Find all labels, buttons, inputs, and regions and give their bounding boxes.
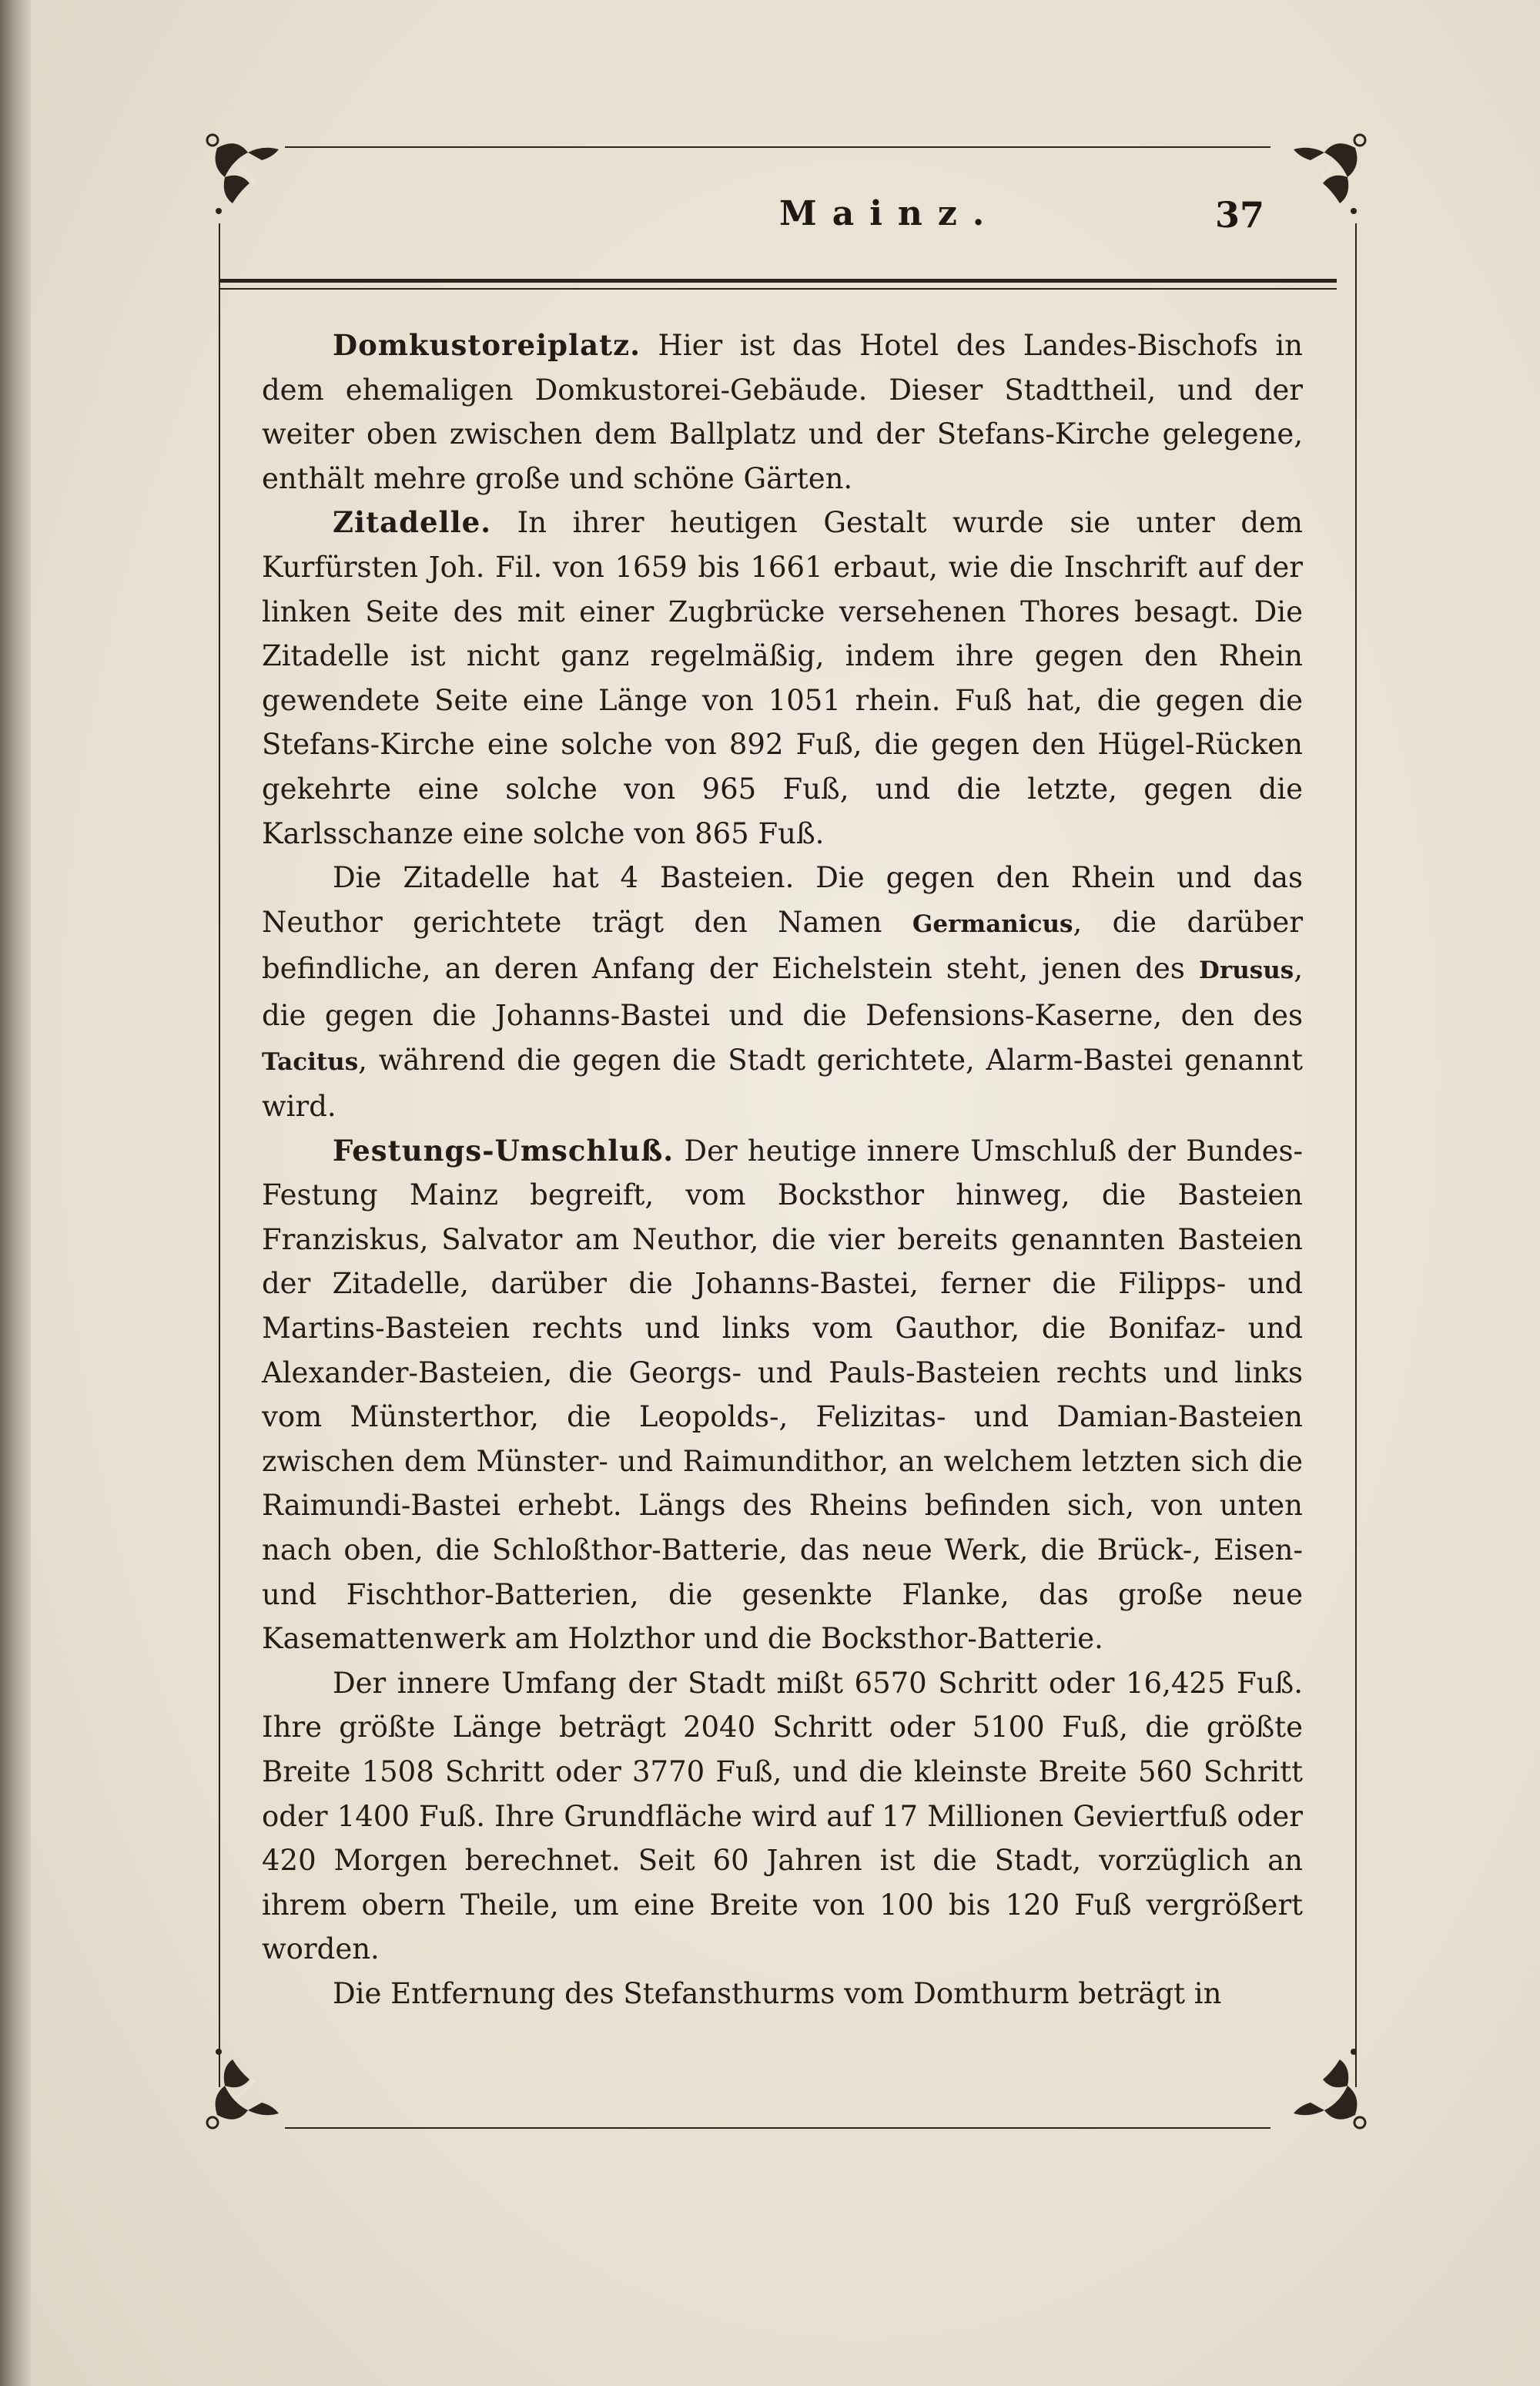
corner-ornament-bottom-left-icon: [202, 2041, 294, 2133]
paragraph-umfang: [262, 1661, 1303, 1972]
paragraph-text: Der innere Umfang der Stadt mißt 6570 Schritt oder 16,425 Fuß. Ihre größte Länge beträgt 2040 Schritt oder 5100 Fuß, die größte Breite 1508 Schritt oder 3770 Fuß, und die kleinste Breite 560 Schritt oder 1400 Fuß. Ihre Grundfläche wird auf 17 Millionen Geviertfuß oder 420 Morgen berechnet. Seit 60 Jahren ist die Stadt, vorzüglich an ihrem obern Theile, um eine Breite von 100 bis 120 Fuß vergrößert worden.: [262, 1666, 1303, 1966]
bastion-name-tacitus: Tacitus: [262, 1047, 359, 1076]
corner-ornament-bottom-right-icon: [1278, 2041, 1371, 2133]
paragraph-heading: Domkustoreiplatz.: [333, 328, 641, 362]
corner-ornament-top-left-icon: [202, 129, 294, 222]
corner-ornament-top-right-icon: [1278, 129, 1371, 222]
frame-right-line: [1355, 223, 1357, 2087]
book-spine-shadow: [0, 0, 31, 2386]
paragraph-text: Die Entfernung des Stefansthurms vom Domthurm beträgt in: [333, 1976, 1222, 2010]
paragraph-entfernung: [262, 1972, 1303, 2016]
paragraph-text: Der heutige innere Umschluß der Bundes-Festung Mainz begreift, vom Bocksthor hinweg, die Basteien Franziskus, Salvator am Neuthor, die vier bereits genannten Basteien der Zitadelle, darüber die Johanns-Bastei, ferner die Filipps- und Martins-Basteien rechts und links vom Gauthor, die Bonifaz- und Alexander-Basteien, die Georgs- und Pauls-Basteien rechts und links vom Münsterthor, die Leopolds-, Felizitas- und Damian-Basteien zwischen dem Münster- und Raimundithor, an welchem letzten sich die Raimundi-Bastei erhebt. Längs des Rheins befinden sich, von unten nach oben, die Schloßthor-Batterie, das neue Werk, die Brück-, Eisen- und Fischthor-Batterien, die gesenkte Flanke, das große neue Kasemattenwerk am Holzthor und die Bocksthor-Batterie.: [262, 1134, 1303, 1656]
bastion-name-drusus: Drusus: [1199, 957, 1294, 985]
bastion-name-germanicus: Germanicus: [912, 910, 1073, 938]
frame-bottom-line: [285, 2127, 1270, 2129]
paragraph-text: Hier ist das Hotel des Landes-Bischofs in dem ehemaligen Domkustorei-Gebäude. Dieser Stadttheil, und der weiter oben zwischen dem Ballplatz und der Stefans-Kirche gelegene, enthält mehre große und schöne Gärten.: [262, 329, 1303, 495]
paragraph-text: In ihrer heutigen Gestalt wurde sie unter dem Kurfürsten Joh. Fil. von 1659 bis 1661 erbaut, wie die Inschrift auf der linken Seite des mit einer Zugbrücke versehenen Thores besagt. Die Zitadelle ist nicht ganz regelmäßig, indem ihre gegen den Rhein gewendete Seite eine Länge von 1051 rhein. Fuß hat, die gegen die Stefans-Kirche eine solche von 892 Fuß, die gegen den Hügel-Rücken gekehrte eine solche von 965 Fuß, und die letzte, gegen die Karlsschanze eine solche von 865 Fuß.: [262, 506, 1303, 850]
frame-left-line: [219, 223, 220, 2087]
paragraph-basteien: [262, 856, 1303, 1129]
paragraph-domkustoreiplatz: [262, 323, 1303, 501]
paragraph-text: Die Zitadelle hat 4 Basteien. Die gegen den Rhein und das Neuthor gerichtete trägt den Namen: [262, 861, 1303, 939]
paragraph-text: , während die gegen die Stadt gerichtete, Alarm-Bastei genannt wird.: [262, 1043, 1303, 1124]
header-rule-thin: [219, 288, 1337, 290]
paragraph-zitadelle: [262, 501, 1303, 856]
frame-top-line: [285, 146, 1270, 148]
paragraph-heading: Festungs-Umschluß.: [333, 1133, 675, 1168]
header-rule-thick: [219, 279, 1337, 283]
paragraph-text: , die gegen die Johanns-Bastei und die Defensions-Kaserne, den des: [262, 952, 1303, 1032]
paragraph-festungs-umschluss: [262, 1129, 1303, 1661]
page-number: 37: [1215, 194, 1265, 236]
paragraph-text: , die darüber befindliche, an deren Anfang der Eichelstein steht, jenen des: [262, 905, 1304, 986]
body-text: [262, 323, 1303, 2016]
running-head: Mainz.: [779, 194, 1000, 233]
paragraph-heading: Zitadelle.: [333, 505, 492, 540]
